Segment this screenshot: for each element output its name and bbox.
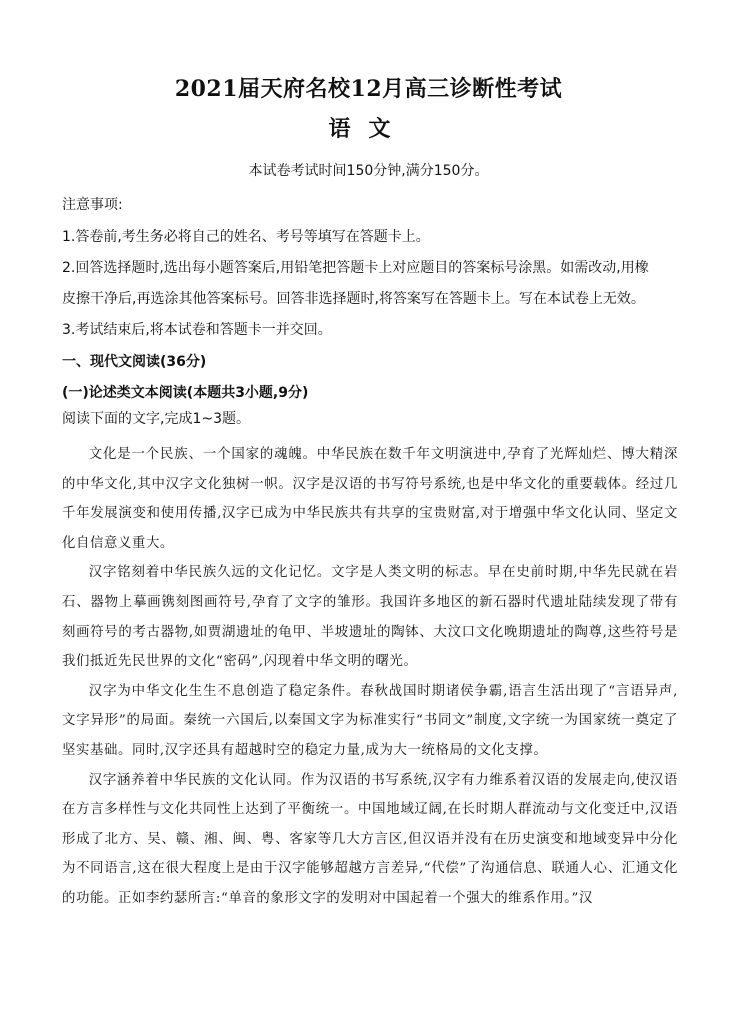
exam-time-info: 本试卷考试时间150分钟,满分150分。: [248, 163, 489, 179]
note-item-1: 1.答卷前,考生务必将自己的姓名、考号等填写在答题卡上。: [62, 229, 430, 245]
passage-paragraph-2: 汉字铭刻着中华民族久远的文化记忆。文字是人类文明的标志。早在史前时期,中华先民就在岩石、器物上摹画镌刻图画符号,孕育了文字的雏形。我国许多地区的新石器时代遗址陆续发现了带有刻画符号的考古器物,如贾湖遗址的龟甲、半坡遗址的陶钵、大汶口文化晚期遗址的陶尊,这些符号是我们抵近先民世界的文化“密码”,闪现着中华文明的曙光。: [62, 565, 678, 670]
note-item-3: 3.考试结束后,将本试卷和答题卡一并交回。: [62, 322, 332, 338]
subsection-title: (一)论述类文本阅读(本题共3小题,9分): [62, 385, 309, 401]
reading-instruction: 阅读下面的文字,完成1~3题。: [62, 411, 250, 427]
reading-passage: [62, 440, 678, 914]
section-title: 一、现代文阅读(36分): [62, 354, 207, 370]
note-item-2-line-2: 皮擦干净后,再选涂其他答案标号。回答非选择题时,将答案写在答题卡上。写在本试卷上无效。: [62, 291, 645, 307]
passage-paragraph-4: 汉字涵养着中华民族的文化认同。作为汉语的书写系统,汉字有力维系着汉语的发展走向,使汉语在方言多样性与文化共同性上达到了平衡统一。中国地域辽阔,在长时期人群流动与文化变迁中,汉语形成了北方、吴、赣、湘、闽、粤、客家等几大方言区,但汉语并没有在历史演变和地域变异中分化为不同语言,这在很大程度上是由于汉字能够超越方言差异,“代偿”了沟通信息、联通人心、汇通文化的功能。正如李约瑟所言:“单音的象形文字的发明对中国起着一个强大的维系作用。”汉: [62, 772, 678, 906]
note-item-2-line-1: 2.回答选择题时,选出每小题答案后,用铅笔把答题卡上对应题目的答案标号涂黑。如需改动,用橡: [62, 260, 649, 276]
passage-paragraph-3: 汉字为中华文化生生不息创造了稳定条件。春秋战国时期诸侯争霸,语言生活出现了“言语异声,文字异形”的局面。秦统一六国后,以秦国文字为标准实行“书同文”制度,文字统一为国家统一奠定了坚实基础。同时,汉字还具有超越时空的稳定力量,成为大一统格局的文化支撑。: [62, 683, 678, 758]
subject-title: 语文: [328, 116, 409, 142]
exam-title: 2021届天府名校12月高三诊断性考试: [174, 76, 563, 102]
notes-heading: 注意事项:: [62, 197, 123, 213]
passage-paragraph-1: 文化是一个民族、一个国家的魂魄。中华民族在数千年文明演进中,孕育了光辉灿烂、博大精深的中华文化,其中汉字文化独树一帜。汉字是汉语的书写符号系统,也是中华文化的重要载体。经过几千年发展演变和使用传播,汉字已成为中华民族共有共享的宝贵财富,对于增强中华文化认同、坚定文化自信意义重大。: [62, 447, 678, 551]
